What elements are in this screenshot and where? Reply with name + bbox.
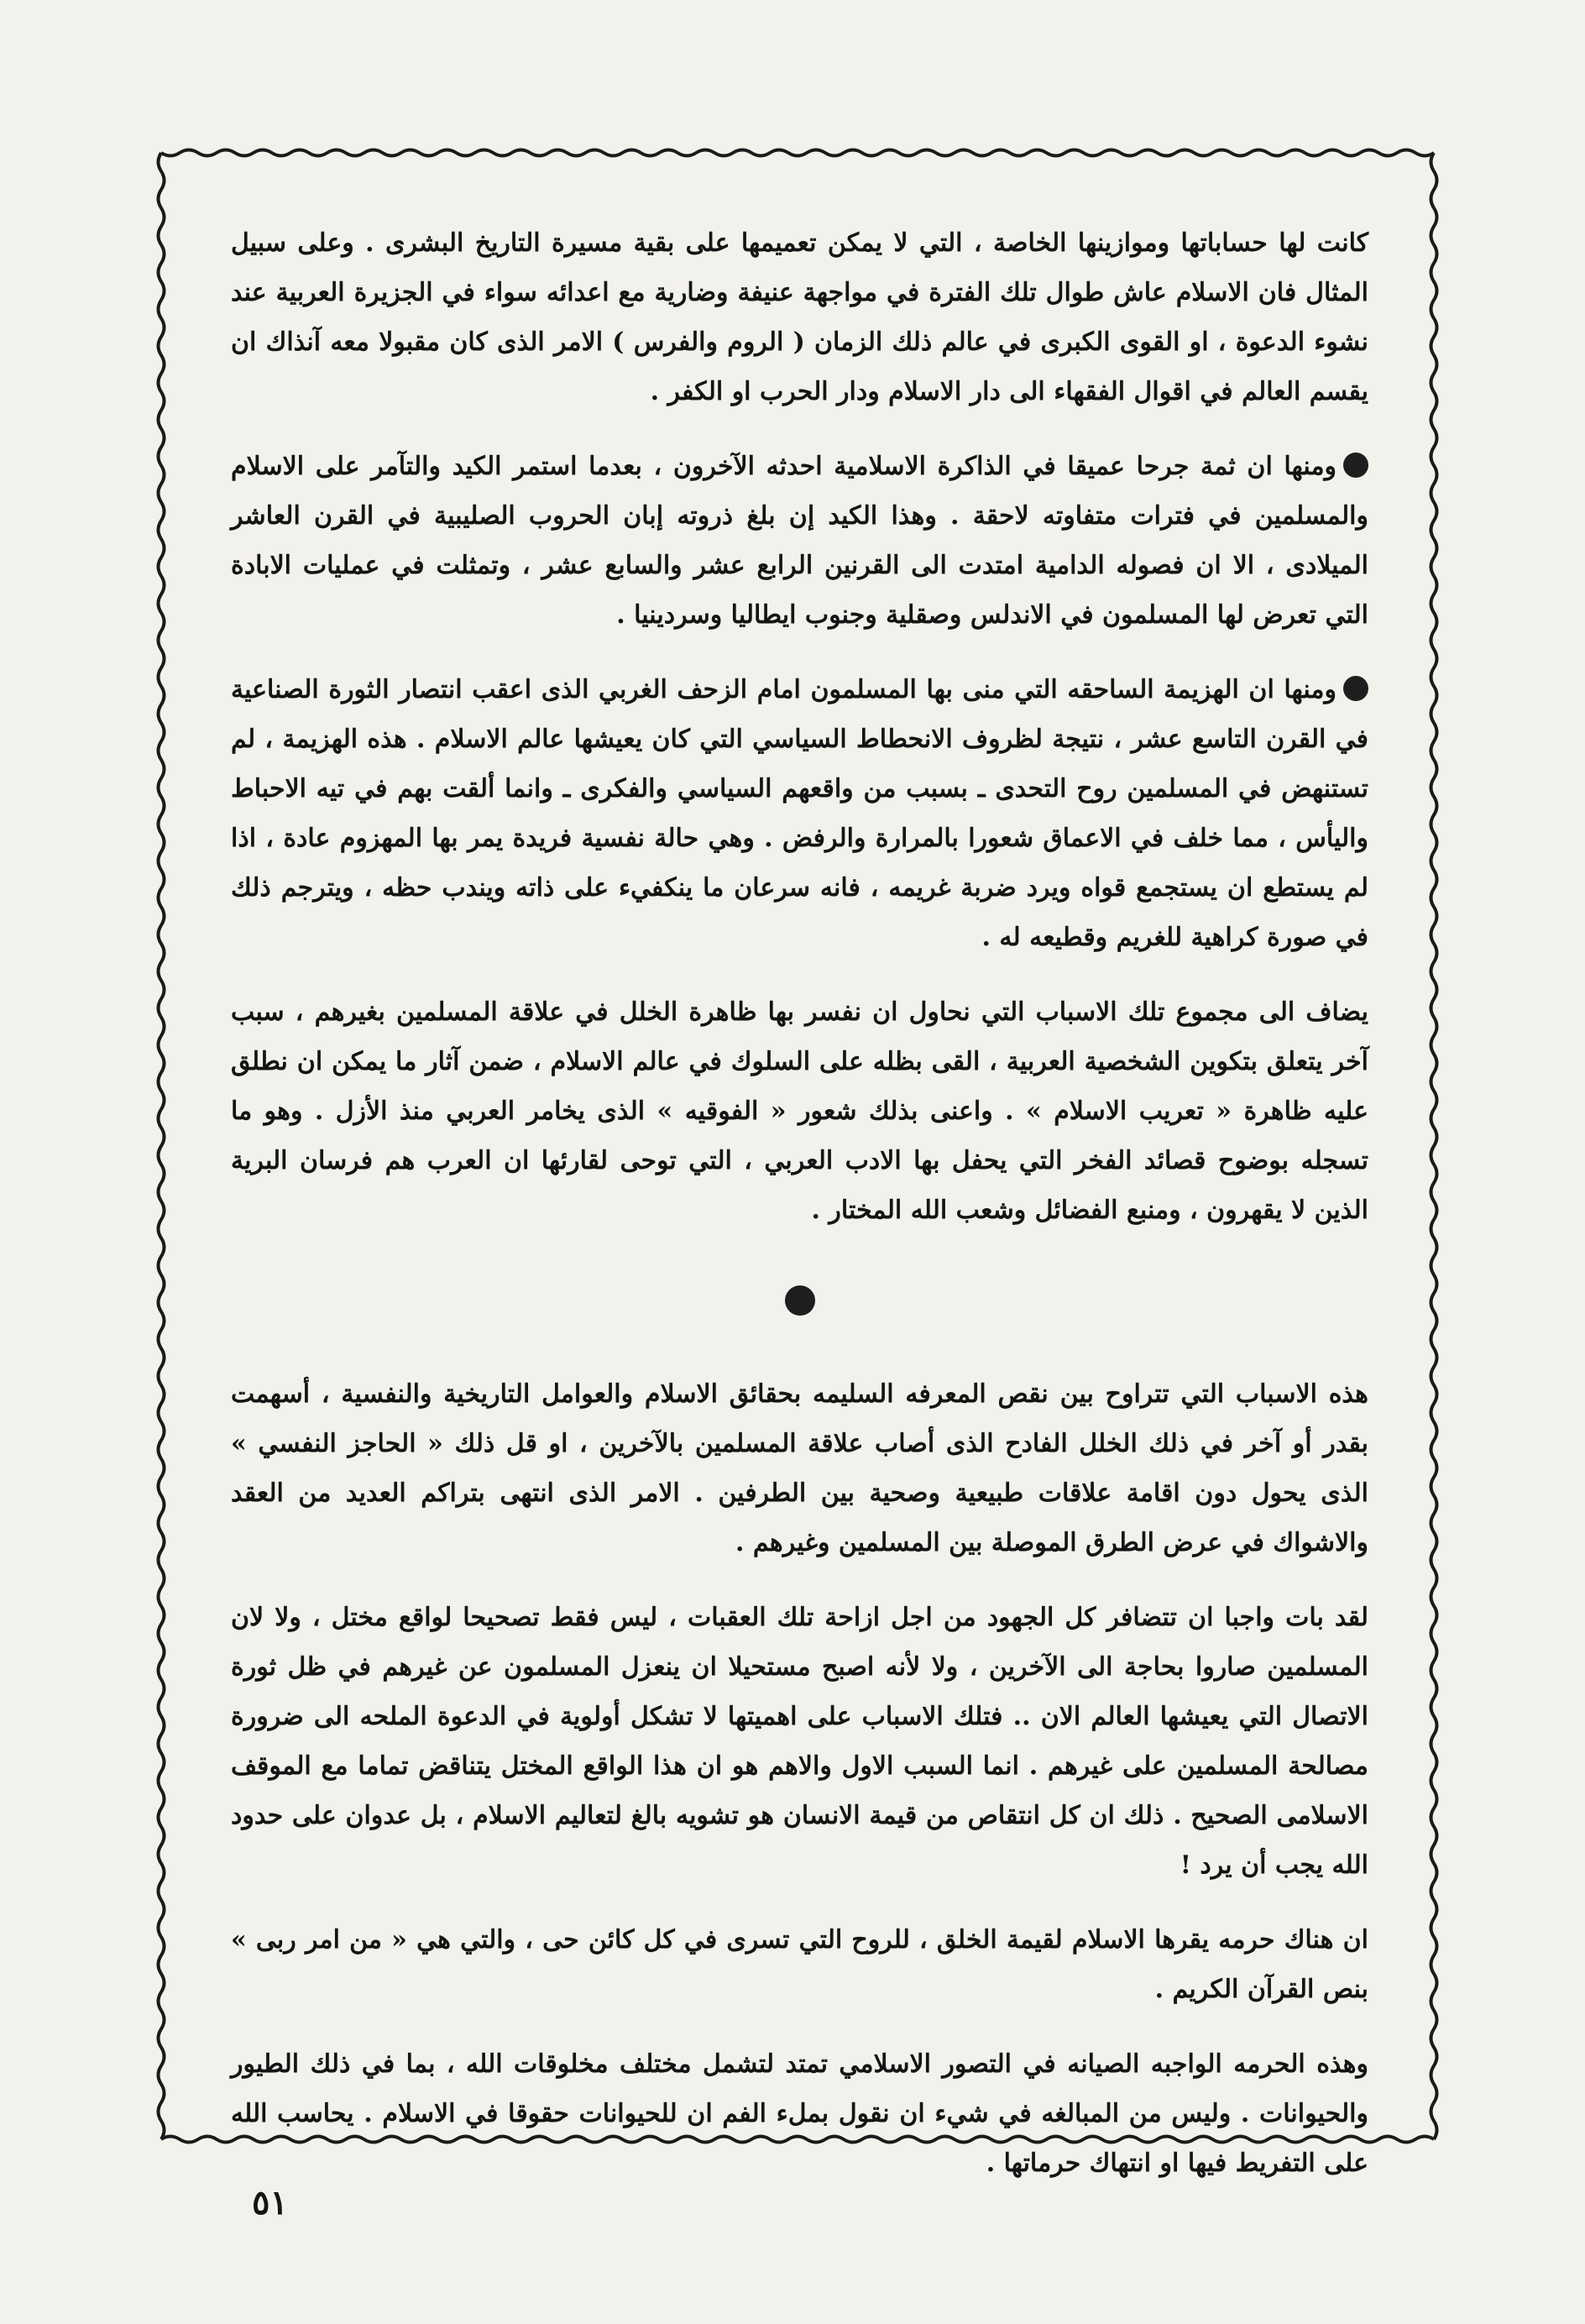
paragraph-7: ان هناك حرمه يقرها الاسلام لقيمة الخلق ، للروح التي تسرى في كل كائن حى ، والتي هي « من امر ربى » بنص القرآن الكريم . xyxy=(231,1925,1368,2004)
paragraph-2: ومنها ان ثمة جرحا عميقا في الذاكرة الاسلامية احدثه الآخرون ، بعدما استمر الكيد والتآمر على الاسلام والمسلمين في فترات متفاوته لاحقة . وهذا الكيد إن بلغ ذروته إبان الحروب الصليبية في القرن العاشر الميلادى ، الا ان فصوله الدامية امتدت الى القرنين الرابع عشر والسابع عشر ، وتمثلت في عمليات الابادة التي تعرض لها المسلمون في الاندلس وصقلية وجنوب ايطاليا وسردينيا . xyxy=(231,452,1368,630)
paragraph-5: هذه الاسباب التي تتراوح بين نقص المعرفه السليمه بحقائق الاسلام والعوامل التاريخية والنفسية ، أسهمت بقدر أو آخر في ذلك الخلل الفادح الذى أصاب علاقة المسلمين بالآخرين ، او قل ذلك « الحاجز النفسي » الذى يحول دون اقامة علاقات طبيعية وصحية بين الطرفين . الامر الذى انتهى بتراكم العديد من العقد والاشواك في عرض الطرق الموصلة بين المسلمين وغيرهم . xyxy=(231,1379,1368,1557)
paragraph-1: كانت لها حساباتها وموازينها الخاصة ، التي لا يمكن تعميمها على بقية مسيرة التاريخ البشرى . وعلى سبيل المثال فان الاسلام عاش طوال تلك الفترة في مواجهة عنيفة وضارية مع اعدائه سواء في الجزيرة العربية عند نشوء الدعوة ، او القوى الكبرى في عالم ذلك الزمان ( الروم والفرس ) الامر الذى كان مقبولا معه آنذاك ان يقسم العالم في اقوال الفقهاء الى دار الاسلام ودار الحرب او الكفر . xyxy=(231,228,1368,406)
border-edge xyxy=(1431,153,1437,2139)
paragraph-4: يضاف الى مجموع تلك الاسباب التي نحاول ان نفسر بها ظاهرة الخلل في علاقة المسلمين بغيرهم ، سبب آخر يتعلق بتكوين الشخصية العربية ، القى بظله على السلوك في عالم الاسلام ، ضمن آثار ما يمكن ان نطلق عليه ظاهرة « تعريب الاسلام » . واعنى بذلك شعور « الفوقيه » الذى يخامر العربي منذ الأزل . وهو ما تسجله بوضوح قصائد الفخر التي يحفل بها الادب العربي ، التي توحى لقارئها ان العرب هم فرسان البرية الذين لا يقهرون ، ومنبع الفضائل وشعب الله المختار . xyxy=(231,997,1368,1225)
section-divider xyxy=(231,1260,1368,1336)
page-frame xyxy=(151,143,1444,2178)
page-number: ٥١ xyxy=(252,2183,288,2222)
border-edge xyxy=(159,153,165,2139)
text-body xyxy=(231,218,1369,2178)
paragraph-8: وهذه الحرمه الواجبه الصيانه في التصور الاسلامي تمتد لتشمل مختلف مخلوقات الله ، بما في ذلك الطيور والحيوانات . وليس من المبالغه في شيء ان نقول بملء الفم ان للحيوانات حقوقا في الاسلام . يحاسب الله على التفريط فيها او انتهاك حرماتها . xyxy=(231,2049,1368,2178)
divider-dot xyxy=(785,1285,815,1316)
paragraph-6: لقد بات واجبا ان تتضافر كل الجهود من اجل ازاحة تلك العقبات ، ليس فقط تصحيحا لواقع مختل ، ولا لان المسلمين صاروا بحاجة الى الآخرين ، ولا لأنه اصبح مستحيلا ان ينعزل المسلمون عن غيرهم في ظل ثورة الاتصال التي يعيشها العالم الان .. فتلك الاسباب على اهميتها لا تشكل أولوية في الدعوة الملحه الى ضرورة مصالحة المسلمين على غيرهم . انما السبب الاول والاهم هو ان هذا الواقع المختل يتناقض تماما مع الموقف الاسلامى الصحيح . ذلك ان كل انتقاص من قيمة الانسان هو تشويه بالغ لتعاليم الاسلام ، بل عدوان على حدود الله يجب أن يرد ! xyxy=(231,1603,1369,1880)
bullet-dot xyxy=(1343,453,1368,478)
border-edge xyxy=(161,150,1434,156)
paragraph-3: ومنها ان الهزيمة الساحقه التي منى بها المسلمون امام الزحف الغربي الذى اعقب انتصار الثورة الصناعية في القرن التاسع عشر ، نتيجة لظروف الانحطاط السياسي التي كان يعيشها عالم الاسلام . هذه الهزيمة ، لم تستنهض في المسلمين روح التحدى ـ بسبب من واقعهم السياسي والفكرى ـ وانما ألقت بهم في تيه الاحباط واليأس ، مما خلف في الاعماق شعورا بالمرارة والرفض . وهي حالة نفسية فريدة يمر بها المهزوم عادة ، اذا لم يستطع ان يستجمع قواه ويرد ضربة غريمه ، فانه سرعان ما ينكفيء على ذاته ويندب حظه ، ويترجم ذلك في صورة كراهية للغريم وقطيعه له . xyxy=(231,675,1368,952)
bullet-dot xyxy=(1343,676,1368,701)
